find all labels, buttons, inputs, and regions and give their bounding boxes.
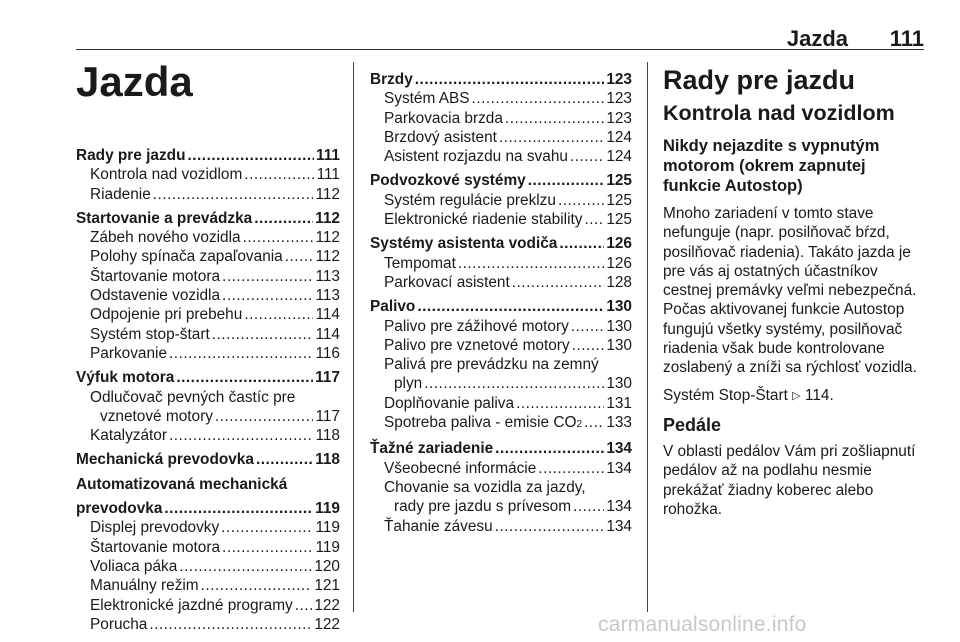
- toc-section-entry[interactable]: [76, 450, 340, 469]
- section-title: Rady pre jazdu: [663, 65, 856, 95]
- page-ref-link[interactable]: 114.: [804, 386, 834, 404]
- toc-entry[interactable]: [370, 394, 632, 413]
- warning-heading: Nikdy nejazdite s vypnutým motorom (okrem zapnutej funkcie Autostop): [663, 137, 880, 195]
- toc-entry-label: Štartovanie motora: [90, 267, 221, 285]
- toc-entry[interactable]: [370, 374, 632, 393]
- paragraph: V oblasti pedálov Vám pri zošliapnutí pedálov až na podlahu nesmie prekážať žiadny koberec alebo rohožka.: [663, 442, 916, 518]
- toc-page-number: 125: [606, 172, 632, 190]
- toc-leader-dots: [559, 234, 604, 253]
- toc-entry[interactable]: [370, 413, 632, 434]
- toc-leader-dots: [176, 368, 313, 387]
- toc-page-number: 123: [606, 90, 632, 108]
- toc-entry[interactable]: [370, 273, 632, 292]
- toc-entry-label: Rady pre jazdu: [76, 147, 186, 164]
- toc-entry-label: Palivo: [370, 298, 416, 316]
- toc-entry[interactable]: [370, 517, 632, 536]
- header-title: Jazda: [786, 26, 848, 51]
- toc-entry-label: Palivo pre vznetové motory: [384, 336, 570, 354]
- toc-leader-dots: [584, 413, 604, 432]
- toc-page-number: 118: [315, 427, 340, 445]
- toc-page-number: 123: [606, 71, 632, 88]
- toc-entry-label: Odstavenie vozidla: [90, 287, 221, 305]
- toc-entry-label: Brzdový asistent: [384, 128, 497, 146]
- toc-entry-label: Výfuk motora: [76, 369, 175, 387]
- toc-page-number: 126: [606, 235, 632, 253]
- toc-entry-label: Automatizovaná mechanická: [76, 475, 288, 493]
- toc-entry[interactable]: [76, 185, 340, 204]
- toc-leader-dots: [516, 394, 604, 413]
- toc-entry[interactable]: [76, 518, 340, 537]
- column-divider: [353, 62, 354, 612]
- toc-leader-dots: [499, 128, 604, 147]
- toc-section-entry[interactable]: [370, 70, 632, 89]
- toc-leader-dots: [256, 450, 313, 469]
- toc-entry[interactable]: [370, 355, 632, 374]
- toc-leader-dots: [153, 185, 314, 204]
- toc-section-entry[interactable]: [370, 234, 632, 253]
- toc-entry[interactable]: [370, 336, 632, 355]
- subsection-title: Kontrola nad vozidlom: [663, 101, 895, 125]
- toc-leader-dots: [415, 70, 605, 89]
- toc-leader-dots: [505, 109, 604, 128]
- toc-entry[interactable]: [370, 191, 632, 210]
- toc-page-number: 112: [315, 209, 340, 227]
- toc-leader-dots: [558, 191, 604, 210]
- toc-entry-label: Brzdy: [370, 71, 413, 88]
- toc-leader-dots: [571, 317, 605, 336]
- paragraph: Mnoho zariadení v tomto stave nefunguje (napr. posilňovač bŕzd, posilňovač riadenia). Takáto jazda je pre vás aj ostatných účastníkov cestnej premávky veľmi nebezpečná. Počas aktivovanej funkcie Autostop fungujú všetky systémy, posilňovač riadenia však bude kontrolovane zoslabený a zníži sa rýchlosť vozidla.: [663, 205, 917, 377]
- triangle-arrow-icon: ▷: [792, 389, 801, 402]
- toc-leader-dots: [458, 254, 604, 273]
- toc-page-number: 124: [606, 148, 632, 166]
- toc-entry-label: Parkovanie: [90, 344, 167, 362]
- toc-entry[interactable]: [76, 228, 340, 247]
- toc-page-number: 116: [315, 344, 340, 362]
- toc-section-entry[interactable]: [370, 171, 632, 190]
- toc-page-number: 123: [606, 109, 632, 127]
- toc-leader-dots: [254, 209, 313, 228]
- toc-entry-label: Systémy asistenta vodiča: [370, 235, 558, 253]
- toc-page-number: 111: [316, 166, 340, 184]
- chapter-title: Jazda: [76, 58, 193, 105]
- toc-entry-label: Displej prevodovky: [90, 519, 220, 537]
- toc-page-number: 112: [315, 248, 340, 266]
- toc-entry[interactable]: [76, 426, 340, 445]
- toc-page-number: 130: [606, 375, 632, 393]
- toc-page-number: 114: [315, 306, 340, 324]
- toc-entry-label: Startovanie a prevádzka: [76, 209, 253, 227]
- toc-entry-label: Elektronické jazdné programy: [90, 596, 293, 614]
- toc-page-number: 114: [315, 325, 340, 343]
- toc-entry-label: Podvozkové systémy: [370, 172, 526, 190]
- toc-entry-label: Polohy spínača zapaľovania: [90, 248, 283, 266]
- toc-entry-label: Asistent rozjazdu na svahu: [384, 148, 568, 166]
- toc-leader-dots: [244, 305, 313, 324]
- toc-leader-dots: [424, 374, 604, 393]
- toc-page-number: 111: [316, 147, 340, 164]
- toc-page-number: 121: [314, 577, 340, 595]
- toc-leader-dots: [295, 596, 313, 615]
- toc-leader-dots: [572, 336, 605, 355]
- toc-entry-label: plyn: [394, 375, 423, 393]
- toc-leader-dots: [528, 171, 605, 190]
- toc-page-number: 128: [606, 273, 632, 291]
- toc-page-number: 134: [606, 440, 632, 458]
- toc-entry-label: Palivá pre prevádzku na zemný: [384, 356, 599, 374]
- toc-entry-label: Ťahanie závesu: [384, 517, 493, 535]
- subsection-title-pedals: Pedále: [663, 414, 722, 435]
- toc-leader-dots: [495, 439, 604, 458]
- toc-entry[interactable]: [76, 388, 340, 407]
- toc-section-entry[interactable]: [76, 475, 340, 494]
- toc-section-entry[interactable]: [76, 209, 340, 228]
- toc-leader-dots: [187, 146, 314, 165]
- toc-section-entry[interactable]: [76, 499, 340, 518]
- toc-leader-dots: [215, 407, 314, 426]
- toc-entry-label: Systém regulácie preklzu: [384, 191, 556, 209]
- toc-page-number: 117: [315, 407, 340, 425]
- toc-leader-dots: [538, 459, 604, 478]
- toc-leader-dots: [243, 228, 314, 247]
- toc-entry-label: Parkovacia brzda: [384, 109, 503, 127]
- toc-page-number: 113: [315, 267, 340, 285]
- toc-entry-label: Parkovací asistent: [384, 273, 510, 291]
- toc-entry-label: Elektronické riadenie stability: [384, 211, 583, 229]
- toc-column-2: [370, 70, 632, 536]
- toc-page-number: 130: [606, 298, 632, 316]
- toc-entry[interactable]: [370, 210, 632, 229]
- toc-page-number: 133: [606, 414, 632, 432]
- toc-leader-dots: [149, 615, 312, 634]
- toc-entry-label: Ťažné zariadenie: [370, 440, 494, 458]
- toc-section-entry[interactable]: [76, 368, 340, 387]
- toc-page-number: 112: [315, 229, 340, 247]
- toc-leader-dots: [285, 247, 314, 266]
- toc-entry[interactable]: [370, 109, 632, 128]
- toc-leader-dots: [212, 325, 314, 344]
- toc-entry-label: Palivo pre zážihové motory: [384, 317, 569, 335]
- toc-page-number: 130: [606, 336, 632, 354]
- toc-entry[interactable]: [76, 538, 340, 557]
- toc-entry-label: Katalyzátor: [90, 427, 167, 445]
- toc-entry[interactable]: [76, 407, 340, 426]
- toc-entry-label: Všeobecné informácie: [384, 459, 537, 477]
- toc-entry[interactable]: [76, 267, 340, 286]
- paragraph-crossref: Systém Stop-Štart ▷ 114.: [663, 386, 925, 406]
- toc-page-number: 120: [314, 557, 340, 575]
- toc-leader-dots: [570, 147, 604, 166]
- toc-entry-label: Tempomat: [384, 254, 456, 272]
- toc-page-number: 113: [315, 287, 340, 305]
- toc-leader-dots: [169, 344, 313, 363]
- toc-page-number: 134: [606, 498, 632, 516]
- toc-leader-dots: [201, 576, 313, 595]
- co2-subscript: 2: [576, 419, 583, 431]
- toc-leader-dots: [584, 210, 604, 229]
- toc-leader-dots: [512, 273, 605, 292]
- toc-entry-label: Porucha: [90, 615, 148, 633]
- toc-page-number: 119: [315, 519, 340, 537]
- toc-leader-dots: [164, 499, 313, 518]
- toc-leader-dots: [221, 518, 313, 537]
- toc-entry-label: Kontrola nad vozidlom: [90, 166, 243, 184]
- toc-entry-label: Systém ABS: [384, 90, 470, 108]
- toc-entry[interactable]: [76, 305, 340, 324]
- toc-page-number: 122: [314, 596, 340, 614]
- page-header: [0, 26, 924, 50]
- toc-page-number: 125: [606, 211, 632, 229]
- toc-leader-dots: [495, 517, 605, 536]
- toc-entry-label: rady pre jazdu s prívesom: [394, 498, 572, 516]
- toc-entry[interactable]: [76, 325, 340, 344]
- toc-page-number: 131: [606, 394, 632, 412]
- toc-page-number: 134: [606, 517, 632, 535]
- toc-leader-dots: [222, 538, 313, 557]
- toc-section-entry[interactable]: [76, 146, 340, 165]
- toc-section-entry[interactable]: [370, 297, 632, 316]
- toc-entry-label: Chovanie sa vozidla za jazdy,: [384, 478, 586, 496]
- toc-entry[interactable]: [370, 497, 632, 516]
- toc-leader-dots: [472, 89, 605, 108]
- toc-page-number: 112: [315, 185, 340, 203]
- toc-leader-dots: [244, 165, 314, 184]
- toc-entry[interactable]: [370, 147, 632, 166]
- toc-entry[interactable]: [76, 165, 340, 184]
- toc-entry[interactable]: [370, 317, 632, 336]
- toc-entry[interactable]: [370, 459, 632, 478]
- section-content: [663, 64, 925, 527]
- toc-entry-label: prevodovka: [76, 500, 163, 518]
- toc-entry-label: Odlučovač pevných častíc pre: [90, 388, 296, 406]
- toc-entry[interactable]: [76, 615, 340, 634]
- header-rule: [76, 49, 924, 50]
- toc-leader-dots: [169, 426, 313, 445]
- toc-entry-label: Systém stop-štart: [90, 325, 210, 343]
- toc-entry-label: vznetové motory: [100, 407, 213, 425]
- toc-entry-label: Manuálny režim: [90, 577, 199, 595]
- toc-entry[interactable]: [76, 286, 340, 305]
- toc-page-number: 126: [606, 254, 632, 272]
- toc-page-number: 124: [606, 128, 632, 146]
- toc-entry-label: Odpojenie pri prebehu: [90, 306, 243, 324]
- toc-page-number: 117: [315, 369, 340, 387]
- toc-leader-dots: [222, 286, 313, 305]
- toc-page-number: 119: [315, 538, 340, 556]
- toc-entry-label: Zábeh nového vozidla: [90, 229, 241, 247]
- toc-leader-dots: [573, 497, 604, 516]
- toc-entry[interactable]: [370, 128, 632, 147]
- toc-leader-dots: [179, 557, 312, 576]
- toc-entry-label: Mechanická prevodovka: [76, 451, 254, 469]
- toc-leader-dots: [222, 267, 313, 286]
- toc-entry-label: Doplňovanie paliva: [384, 394, 515, 412]
- column-divider: [647, 62, 648, 612]
- toc-entry[interactable]: [76, 596, 340, 615]
- toc-page-number: 118: [315, 451, 340, 469]
- toc-page-number: 134: [606, 459, 632, 477]
- toc-entry[interactable]: [370, 89, 632, 108]
- toc-page-number: 119: [315, 500, 340, 518]
- page-number: 111: [889, 26, 924, 51]
- toc-page-number: 122: [314, 615, 340, 633]
- toc-entry[interactable]: [370, 254, 632, 273]
- toc-entry-label: Štartovanie motora: [90, 538, 221, 556]
- toc-entry[interactable]: [370, 478, 632, 497]
- toc-entry-label: Riadenie: [90, 185, 151, 203]
- toc-entry[interactable]: [76, 557, 340, 576]
- toc-page-number: 125: [606, 191, 632, 209]
- toc-column-1: [76, 146, 340, 634]
- toc-entry[interactable]: [76, 344, 340, 363]
- toc-entry-label: Spotreba paliva - emisie CO: [384, 414, 577, 432]
- toc-page-number: 130: [606, 317, 632, 335]
- toc-entry-label: Voliaca páka: [90, 557, 178, 575]
- toc-entry[interactable]: [76, 247, 340, 266]
- toc-section-entry[interactable]: [370, 439, 632, 458]
- toc-leader-dots: [417, 297, 604, 316]
- watermark: carmanualsonline.info: [598, 613, 807, 636]
- toc-entry[interactable]: [76, 576, 340, 595]
